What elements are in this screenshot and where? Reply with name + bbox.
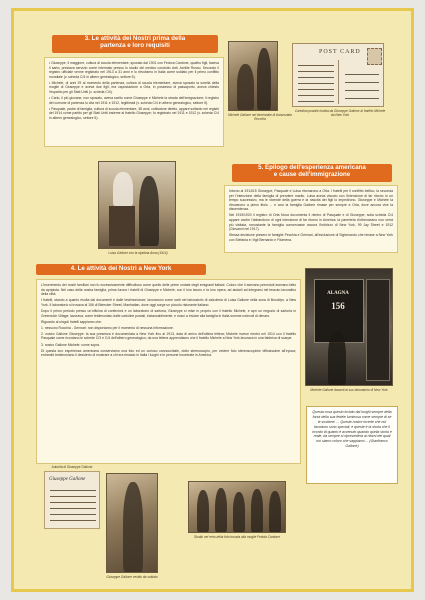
section4-title: 4. Le attività dei Nostri a New York xyxy=(36,264,206,275)
shop-photo xyxy=(305,268,393,386)
group-person-3 xyxy=(233,492,245,532)
child-figure xyxy=(113,172,133,206)
section4-paragraph: 2. nostro Gallone Giuseppe: la sua presenza è documentata a New York fino al 1913, data di arrivo dell'ultima lettera; Michele invece rientrò nel 1914 con il fratello Pasquale come ricordano le schede C/3 e C/4 dell'albero genealogico; da una lettera apprendiamo che il fratello Michele a New York lavorava in una fabbrica di scarpe. xyxy=(41,331,296,341)
shop-sign-name: ALAGNA xyxy=(327,291,349,296)
document-lines xyxy=(48,488,98,526)
postcard-caption: Cartolina postale inviata da Giuseppe Gallone al fratello Michele da New York xyxy=(294,109,386,117)
section4-paragraph: Dopo il primo periodo presso un'officina di confezioni e un laboratorio di sartoria, Giuseppe si mise in proprio con il fratello Michele, e aprì un negozio di sartoria in Greenwich Village; lavorava, come testimoniato dalle cartoline postali, instancabilmente, e riuscì a inviare alla famiglia in Italia somme notevoli di denaro. xyxy=(41,308,296,318)
postcard-divider xyxy=(338,60,339,104)
group-person-1 xyxy=(197,490,209,532)
man-photo xyxy=(106,473,158,573)
group-photo-caption: Studio nel retro della foto trovata alla moglie Fedola Cardone xyxy=(194,535,280,539)
section4-paragraph: Riguardo ai singoli fratelli sappiamo che: xyxy=(41,319,102,324)
shopkeeper-figure xyxy=(328,331,346,385)
seated-woman-figure xyxy=(237,64,254,110)
section5-title xyxy=(232,164,392,182)
standing-man-figure xyxy=(257,48,271,110)
postcard-title: POST CARD xyxy=(319,49,361,55)
section3-title xyxy=(52,35,218,53)
section3-title-line2: partenza e loro requisiti xyxy=(100,41,170,49)
section5-title-line1: 5. Epilogo dell'esperienza americana xyxy=(258,164,366,171)
couple-photo-caption: Michele Gallone nel decennale di Annunziata Rocchia xyxy=(228,113,292,121)
shop-photo-caption: Michele Gallone davanti al suo laboratorio di New York xyxy=(310,388,388,392)
group-person-4 xyxy=(251,489,263,532)
section4-paragraph: 1. nessuno Rocchia - Gennari: non disponiamo per il momento di nessuna informazione. xyxy=(41,325,174,330)
signature-document xyxy=(44,471,100,529)
section3-paragraph: • Carlo, il più giovane, non sposato, aveva scelto come Giuseppe e Michele la strada dell'emigrazione; il registro del comune di partenza lo cita nel 1911 e 1912, legittimati (v. scheda C/4 in albero genealogico, settore 5). xyxy=(49,96,219,105)
group-photo xyxy=(188,481,286,533)
section3-text xyxy=(44,57,224,147)
section5-paragraph: Intorno al 1914/15 Giuseppe, Pasquale e Luisa ritornarono a Orta. I fratelli per il conflitto bellico, la seconda per l'intenzione della famiglia di prendere marito. Luisa aveva vissuto con l'intenzione di far ritorno in un tempo successivo, ma le vicende della guerra e la nascita dei figli lo impedirono. Giuseppe e Michele la ritrovarono a pieno titolo ... e così la famiglia Gallone rimase per sempre a Orta, dove ancora vive la discendenza. xyxy=(229,189,393,212)
group-person-5 xyxy=(269,491,281,532)
section5-paragraph: Stessa decisione presero le famiglie Pecchia e Gennari, all'esclusione di Sigismondo che rimase a New York con Stefania e i figli Bernardo e Filomena. xyxy=(229,233,393,242)
section4-paragraph: Di questa loro esperienza americana conserviamo una foto ed un curioso cannocchiale, dotto stereoscopio, per vedere foto stereoscopiche diffusissime all'epoca; entrambi testimoniano il desiderio di mostrare a chi era rimasto in Italia i luoghi e le persone incontrate in America. xyxy=(41,348,296,358)
girl-photo-caption: Luisa Gallone con la nipotina Anna (1914) xyxy=(108,251,168,255)
section3-title-line1: 3. Le attività dei Nostri prima della xyxy=(84,35,186,42)
postcard-stamp xyxy=(367,48,382,65)
section4-paragraph: L'inserimento dei nostri familiari non fu eccessivamente difficoltoso come quello delle prime ondate degli emigranti italiani. Coloro che li avevano preceduti avevano fatto da apripista. Nel caso della nostra famiglia, prima furono i fratelli di Giuseppe e Michele, con il loro lavoro e la loro opera, ad aiutarli ad integrarsi nel tessuto lavorativo della città. xyxy=(41,283,296,297)
signature-handwriting: Giuseppe Gallone xyxy=(49,477,86,482)
man-photo-caption: Giuseppe Gallone vestito da soldato xyxy=(106,575,158,579)
quote-box: Questa cosa questo inviato dai luoghi sempre della forza della sua fedele luminosa come sempre di se le sostiene. ... Queste nostre incerte che noi facciamo sono speciali, e queste è la storia che il ricordo di quanto è avvenuto quando quella storia è reale, da sempre si ripresenterà ai ritorni dei quali noi siamo coloro che sappiamo ... (Gianfranco Gallone) xyxy=(306,406,398,484)
shop-door xyxy=(366,279,390,381)
shop-sign-number: 156 xyxy=(331,301,345,311)
chair xyxy=(109,206,135,246)
group-person-2 xyxy=(215,488,227,532)
section4-paragraph: I fratelli, stando a quanto risulta dai documenti e dalle testimonianze, lavorarono come sarti nel laboratorio di calzoleria di Luisa Gallone nella zona di Brooklyn, a New York. Il laboratorio si trovava al 156 di Bleecker Street, Manhattan, dove oggi sorge un piccolo ristorante italiano. xyxy=(41,298,296,307)
girl-photo xyxy=(98,161,176,249)
section3-paragraph: • Giuseppe, il maggiore, cultura di scuola elementare, sposato dal 1901 con Fedora Cardone, quattro figli, faceva il sarto; prestava servizio come interinato presso lo studio del medico condotto dott. Achille Russo. Secondo il registro ufficiale venne registrato nel 1913 a 31 anni e lo ritroviamo in Italia come soldato per il primo conflitto mondiale (v. scheda C/4 in albero genealogico, settore 5). xyxy=(49,61,219,79)
section5-text xyxy=(224,185,398,253)
section3-paragraph: • Michele, di anni 29 al momento della partenza, cultura di scuola elementare, aveva sposato la sorella della moglie di Giuseppe e aveva due figli; era capostazione a Orta, in possesso di passaporto, aveva chiesto l'espatrio per gli Stati Uniti (v. scheda C/4). xyxy=(49,80,219,95)
poster xyxy=(11,8,414,592)
section4-paragraph: 3. nostro Gallone Michele: come sopra. xyxy=(41,342,100,347)
couple-photo xyxy=(228,41,278,111)
signature-caption: Autorità di Giuseppe Gallone xyxy=(51,465,93,469)
section5-paragraph: Nel 1919/1920 il registro di Orta Nova documenta il rientro di Pasquale e di Giuseppe; sulla scheda C/4 appare anche l'abbandono di ogni intenzione di far ritorno in America: la parentela d'oltreoceano non verrà più visitata, nonostante la famiglia conservasse ancora l'indirizzo di New York, 99 Jay Street e 1912 (Giovanni nel 1917). xyxy=(229,213,393,232)
section4-text xyxy=(36,279,301,464)
woman-figure xyxy=(139,176,159,246)
man-figure xyxy=(123,482,143,572)
section3-paragraph: • Pasquale, padre di famiglia, cultura di scuola elementare, 38 anni, coltivatore diretto, appare soltanto nei registri del 1914 come partito per gli Stati Uniti insieme al fratello Giuseppe; fu registrato nel 1911 e 1912 (v. scheda C/4 in albero genealogico, settore 5). xyxy=(49,106,219,121)
postcard-handwriting xyxy=(296,62,336,104)
section5-title-line2: e cause dell'immigrazione xyxy=(273,170,351,178)
postcard xyxy=(292,43,384,107)
postcard-address xyxy=(343,70,381,100)
